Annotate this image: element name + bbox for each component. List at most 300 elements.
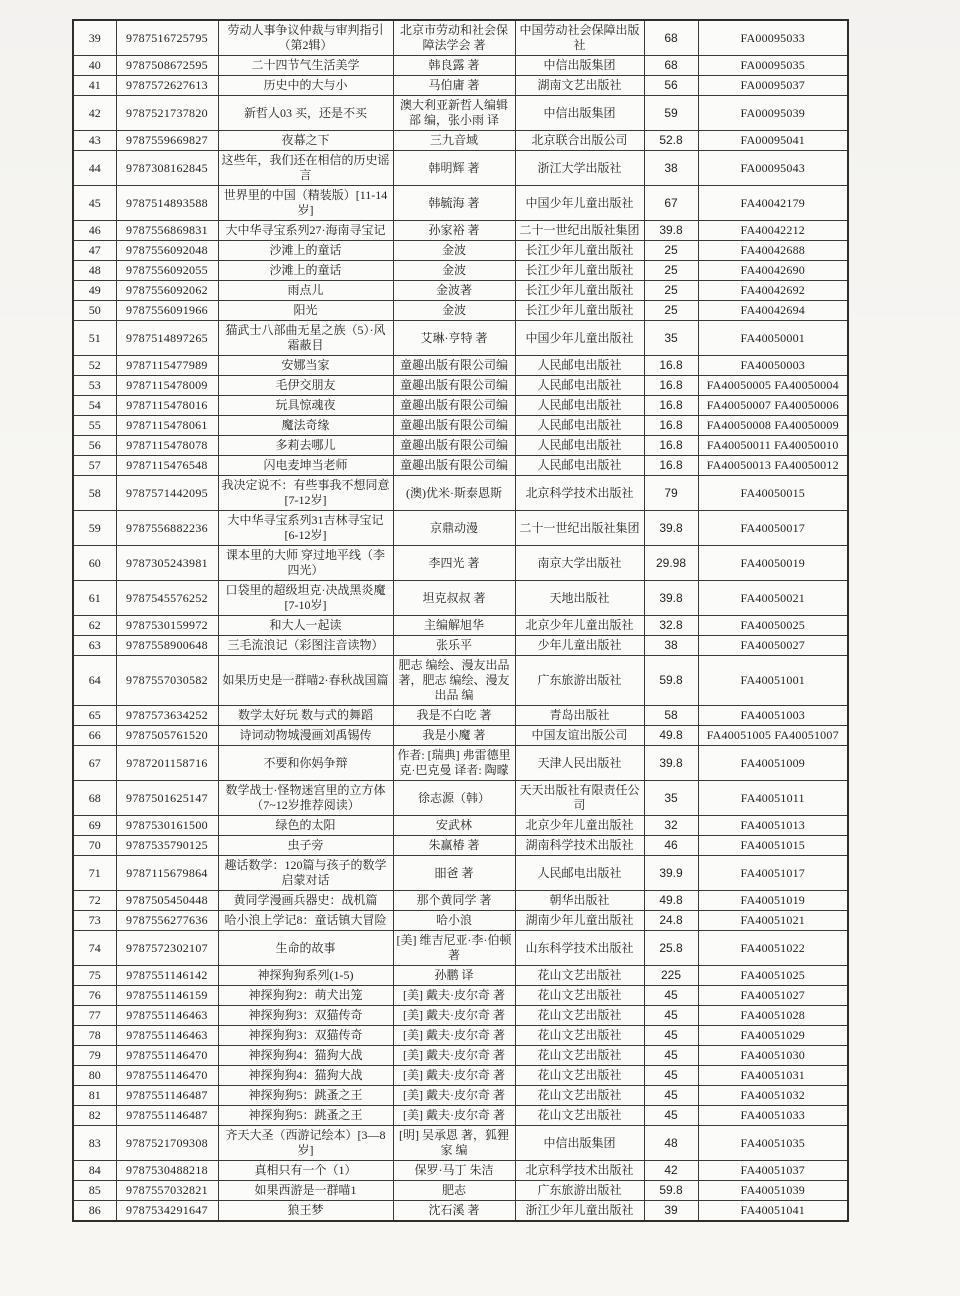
cell-title: 我决定说不：有些事我不想同意 [7-12岁] [218,476,393,511]
cell-publisher: 青岛出版社 [515,706,644,726]
cell-num: 67 [73,746,116,781]
cell-author: (澳)优米·斯泰恩斯 [393,476,515,511]
cell-publisher: 人民邮电出版社 [515,396,644,416]
cell-code: FA40042690 [698,261,848,281]
cell-code: FA40051021 [698,911,848,931]
cell-num: 70 [73,836,116,856]
cell-num: 57 [73,456,116,476]
cell-price: 59 [644,96,698,131]
table-row [73,931,848,966]
table-row [73,856,848,891]
table-row [73,281,848,301]
cell-price: 52.8 [644,131,698,151]
cell-publisher: 人民邮电出版社 [515,416,644,436]
cell-author: 沈石溪 著 [393,1201,515,1222]
cell-author: 肥志 编绘、漫友出品 著，肥志 编绘、漫友出品 编 [393,656,515,706]
cell-num: 78 [73,1026,116,1046]
cell-author: 我是不白吃 著 [393,706,515,726]
cell-num: 72 [73,891,116,911]
cell-num: 58 [73,476,116,511]
cell-num: 60 [73,546,116,581]
cell-price: 79 [644,476,698,511]
cell-title: 夜幕之下 [218,131,393,151]
cell-title: 沙滩上的童话 [218,241,393,261]
cell-code: FA00095043 [698,151,848,186]
cell-isbn: 9787573634252 [116,706,218,726]
table-row [73,616,848,636]
cell-code: FA40051028 [698,1006,848,1026]
cell-author: 金波 [393,301,515,321]
cell-code: FA40051039 [698,1181,848,1201]
cell-price: 45 [644,1066,698,1086]
cell-code: FA40051033 [698,1106,848,1126]
cell-code: FA40051032 [698,1086,848,1106]
cell-title: 这些年，我们还在相信的历史谣言 [218,151,393,186]
cell-isbn: 9787551146159 [116,986,218,1006]
cell-publisher: 长江少年儿童出版社 [515,281,644,301]
cell-title: 神探狗狗4：猫狗大战 [218,1066,393,1086]
cell-author: 金波 [393,261,515,281]
cell-code: FA40051027 [698,986,848,1006]
cell-publisher: 北京联合出版公司 [515,131,644,151]
cell-publisher: 天津人民出版社 [515,746,644,781]
cell-num: 71 [73,856,116,891]
cell-code: FA40042179 [698,186,848,221]
cell-code: FA40051035 [698,1126,848,1161]
cell-isbn: 9787115478016 [116,396,218,416]
cell-publisher: 中国少年儿童出版社 [515,321,644,356]
cell-num: 66 [73,726,116,746]
cell-title: 二十四节气生活美学 [218,56,393,76]
cell-num: 56 [73,436,116,456]
table-row [73,96,848,131]
cell-code: FA40051031 [698,1066,848,1086]
table-row [73,1181,848,1201]
cell-price: 35 [644,321,698,356]
cell-author: 那个黄同学 著 [393,891,515,911]
cell-isbn: 9787530488218 [116,1161,218,1181]
cell-author: 北京市劳动和社会保障法学会 著 [393,20,515,56]
table-row [73,836,848,856]
cell-code: FA40051005 FA40051007 [698,726,848,746]
cell-isbn: 9787308162845 [116,151,218,186]
cell-publisher: 中信出版集团 [515,96,644,131]
table-row [73,1201,848,1222]
cell-publisher: 北京少年儿童出版社 [515,616,644,636]
cell-code: FA40051001 [698,656,848,706]
cell-title: 绿色的太阳 [218,816,393,836]
cell-isbn: 9787530161500 [116,816,218,836]
cell-isbn: 9787556092055 [116,261,218,281]
cell-author: 徐志源（韩） [393,781,515,816]
cell-price: 25.8 [644,931,698,966]
table-row [73,396,848,416]
cell-title: 齐天大圣（西游记绘本）[3—8岁] [218,1126,393,1161]
cell-publisher: 浙江少年儿童出版社 [515,1201,644,1222]
cell-num: 41 [73,76,116,96]
cell-isbn: 9787557032821 [116,1181,218,1201]
table-row [73,746,848,781]
cell-author: 童趣出版有限公司编 [393,356,515,376]
cell-isbn: 9787505450448 [116,891,218,911]
cell-author: 韩明辉 著 [393,151,515,186]
table-row [73,706,848,726]
cell-title: 雨点儿 [218,281,393,301]
cell-price: 35 [644,781,698,816]
cell-code: FA40050003 [698,356,848,376]
cell-code: FA40051013 [698,816,848,836]
cell-code: FA40051025 [698,966,848,986]
cell-title: 课本里的大师 穿过地平线（李四光） [218,546,393,581]
cell-publisher: 天地出版社 [515,581,644,616]
cell-author: 哈小浪 [393,911,515,931]
table-row [73,221,848,241]
cell-title: 猫武士八部曲无星之族（5）·风霜蔽目 [218,321,393,356]
cell-publisher: 广东旅游出版社 [515,656,644,706]
table-row [73,1126,848,1161]
cell-num: 75 [73,966,116,986]
table-row [73,1026,848,1046]
cell-title: 诗词动物城漫画刘禹锡传 [218,726,393,746]
cell-num: 63 [73,636,116,656]
cell-author: 作者: [瑞典] 弗雷德里克·巴克曼 译者: 陶曚 [393,746,515,781]
cell-publisher: 北京少年儿童出版社 [515,816,644,836]
cell-title: 多莉去哪儿 [218,436,393,456]
cell-price: 39.8 [644,511,698,546]
table-row [73,376,848,396]
cell-code: FA40050015 [698,476,848,511]
cell-code: FA40050021 [698,581,848,616]
cell-price: 25 [644,301,698,321]
cell-author: 马伯庸 著 [393,76,515,96]
cell-price: 56 [644,76,698,96]
cell-author: 京鼎动漫 [393,511,515,546]
cell-publisher: 湖南文艺出版社 [515,76,644,96]
cell-isbn: 9787115478009 [116,376,218,396]
cell-code: FA40042692 [698,281,848,301]
cell-price: 45 [644,1106,698,1126]
cell-author: 李四光 著 [393,546,515,581]
table-row [73,816,848,836]
cell-isbn: 9787572627613 [116,76,218,96]
cell-title: 口袋里的超级坦克·决战黑炎魔 [7-10岁] [218,581,393,616]
table-row [73,1066,848,1086]
cell-price: 59.8 [644,1181,698,1201]
cell-price: 45 [644,1006,698,1026]
cell-num: 42 [73,96,116,131]
table-row [73,356,848,376]
cell-publisher: 二十一世纪出版社集团 [515,221,644,241]
cell-num: 77 [73,1006,116,1026]
cell-publisher: 广东旅游出版社 [515,1181,644,1201]
cell-code: FA40050008 FA40050009 [698,416,848,436]
cell-title: 劳动人事争议仲裁与审判指引（第2辑） [218,20,393,56]
cell-num: 76 [73,986,116,1006]
cell-isbn: 9787551146470 [116,1066,218,1086]
cell-code: FA40050011 FA40050010 [698,436,848,456]
cell-code: FA40050027 [698,636,848,656]
table-row [73,966,848,986]
cell-title: 魔法奇缘 [218,416,393,436]
cell-title: 历史中的大与小 [218,76,393,96]
cell-code: FA40051022 [698,931,848,966]
cell-code: FA40042694 [698,301,848,321]
cell-isbn: 9787556091966 [116,301,218,321]
cell-author: [美] 戴夫·皮尔奇 著 [393,1086,515,1106]
cell-publisher: 花山文艺出版社 [515,1086,644,1106]
cell-author: 童趣出版有限公司编 [393,376,515,396]
cell-author: [明] 吴承恩 著，狐狸家 编 [393,1126,515,1161]
cell-author: [美] 戴夫·皮尔奇 著 [393,1066,515,1086]
table-row [73,986,848,1006]
cell-code: FA40051029 [698,1026,848,1046]
cell-num: 49 [73,281,116,301]
cell-isbn: 9787115679864 [116,856,218,891]
book-list-table [72,19,849,1222]
cell-title: 安娜当家 [218,356,393,376]
table-row [73,131,848,151]
cell-author: 金波著 [393,281,515,301]
cell-title: 狼王梦 [218,1201,393,1222]
cell-author: 保罗·马丁 朱洁 [393,1161,515,1181]
cell-isbn: 9787551146463 [116,1006,218,1026]
cell-author: 朱赢椿 著 [393,836,515,856]
cell-title: 毛伊交朋友 [218,376,393,396]
cell-code: FA40051011 [698,781,848,816]
cell-price: 39.8 [644,581,698,616]
cell-num: 48 [73,261,116,281]
cell-price: 16.8 [644,456,698,476]
cell-code: FA40050025 [698,616,848,636]
cell-title: 真相只有一个（1） [218,1161,393,1181]
cell-author: 我是小魔 著 [393,726,515,746]
cell-publisher: 中国少年儿童出版社 [515,186,644,221]
cell-isbn: 9787551146470 [116,1046,218,1066]
cell-author: 韩毓海 著 [393,186,515,221]
table-row [73,151,848,186]
table-row [73,416,848,436]
cell-author: 澳大利亚新哲人编辑部 编，张小雨 译 [393,96,515,131]
table-row [73,911,848,931]
cell-author: 肥志 [393,1181,515,1201]
cell-price: 45 [644,1046,698,1066]
cell-publisher: 花山文艺出版社 [515,1006,644,1026]
cell-price: 32.8 [644,616,698,636]
cell-isbn: 9787505761520 [116,726,218,746]
cell-price: 38 [644,636,698,656]
table-row [73,436,848,456]
cell-code: FA40050007 FA40050006 [698,396,848,416]
cell-num: 44 [73,151,116,186]
cell-author: 童趣出版有限公司编 [393,416,515,436]
cell-isbn: 9787556092048 [116,241,218,261]
cell-price: 25 [644,281,698,301]
cell-author: 韩良露 著 [393,56,515,76]
cell-price: 59.8 [644,656,698,706]
cell-isbn: 9787521737820 [116,96,218,131]
cell-publisher: 山东科学技术出版社 [515,931,644,966]
table-row [73,20,848,56]
cell-num: 83 [73,1126,116,1161]
cell-isbn: 9787501625147 [116,781,218,816]
cell-price: 16.8 [644,396,698,416]
table-row [73,581,848,616]
cell-code: FA40051009 [698,746,848,781]
cell-num: 40 [73,56,116,76]
cell-title: 神探狗狗4：猫狗大战 [218,1046,393,1066]
cell-author: 艾琳·亨特 著 [393,321,515,356]
cell-publisher: 少年儿童出版社 [515,636,644,656]
cell-publisher: 天天出版社有限责任公司 [515,781,644,816]
cell-code: FA40042212 [698,221,848,241]
cell-isbn: 9787530159972 [116,616,218,636]
cell-title: 玩具惊魂夜 [218,396,393,416]
cell-author: [美] 戴夫·皮尔奇 著 [393,1026,515,1046]
cell-isbn: 9787556882236 [116,511,218,546]
cell-title: 生命的故事 [218,931,393,966]
cell-price: 16.8 [644,416,698,436]
cell-price: 32 [644,816,698,836]
cell-author: 主编解旭华 [393,616,515,636]
table-row [73,56,848,76]
cell-code: FA40051030 [698,1046,848,1066]
cell-isbn: 9787551146487 [116,1106,218,1126]
cell-publisher: 湖南科学技术出版社 [515,836,644,856]
cell-price: 67 [644,186,698,221]
cell-title: 哈小浪上学记8：童话镇大冒险 [218,911,393,931]
cell-num: 82 [73,1106,116,1126]
cell-price: 49.8 [644,726,698,746]
cell-publisher: 长江少年儿童出版社 [515,301,644,321]
cell-isbn: 9787545576252 [116,581,218,616]
cell-code: FA40050013 FA40050012 [698,456,848,476]
cell-code: FA40051015 [698,836,848,856]
table-row [73,456,848,476]
cell-code: FA00095039 [698,96,848,131]
cell-author: 金波 [393,241,515,261]
cell-publisher: 人民邮电出版社 [515,356,644,376]
cell-num: 53 [73,376,116,396]
cell-title: 神探狗狗5：跳蚤之王 [218,1086,393,1106]
cell-author: 童趣出版有限公司编 [393,396,515,416]
cell-publisher: 花山文艺出版社 [515,986,644,1006]
cell-publisher: 人民邮电出版社 [515,856,644,891]
table-row [73,476,848,511]
cell-author: 张乐平 [393,636,515,656]
cell-price: 48 [644,1126,698,1161]
cell-publisher: 浙江大学出版社 [515,151,644,186]
cell-price: 49.8 [644,891,698,911]
cell-isbn: 9787305243981 [116,546,218,581]
cell-author: 孙鹏 译 [393,966,515,986]
cell-title: 闪电麦坤当老师 [218,456,393,476]
cell-isbn: 9787521709308 [116,1126,218,1161]
cell-price: 16.8 [644,356,698,376]
cell-code: FA40050001 [698,321,848,356]
cell-price: 39 [644,1201,698,1222]
cell-title: 不要和你妈争辩 [218,746,393,781]
cell-author: [美] 维吉尼亚·李·伯顿 著 [393,931,515,966]
cell-num: 85 [73,1181,116,1201]
cell-isbn: 9787115476548 [116,456,218,476]
cell-num: 55 [73,416,116,436]
cell-isbn: 9787551146142 [116,966,218,986]
cell-price: 225 [644,966,698,986]
table-row [73,301,848,321]
cell-title: 神探狗狗系列(1-5) [218,966,393,986]
cell-price: 25 [644,241,698,261]
cell-isbn: 9787558900648 [116,636,218,656]
cell-num: 46 [73,221,116,241]
cell-isbn: 9787514897265 [116,321,218,356]
cell-publisher: 长江少年儿童出版社 [515,241,644,261]
cell-num: 61 [73,581,116,616]
cell-code: FA00095033 [698,20,848,56]
cell-price: 42 [644,1161,698,1181]
cell-publisher: 南京大学出版社 [515,546,644,581]
cell-num: 52 [73,356,116,376]
cell-title: 新哲人03 买，还是不买 [218,96,393,131]
table-row [73,76,848,96]
cell-isbn: 9787516725795 [116,20,218,56]
cell-publisher: 花山文艺出版社 [515,1046,644,1066]
table-row [73,1106,848,1126]
cell-num: 51 [73,321,116,356]
cell-author: 昍爸 著 [393,856,515,891]
table-row [73,636,848,656]
cell-author: [美] 戴夫·皮尔奇 著 [393,1106,515,1126]
table-row [73,1086,848,1106]
cell-publisher: 二十一世纪出版社集团 [515,511,644,546]
cell-title: 和大人一起读 [218,616,393,636]
cell-num: 62 [73,616,116,636]
cell-price: 45 [644,986,698,1006]
cell-publisher: 中信出版集团 [515,1126,644,1161]
cell-price: 45 [644,1026,698,1046]
cell-isbn: 9787115478061 [116,416,218,436]
cell-isbn: 9787115478078 [116,436,218,456]
cell-title: 神探狗狗3：双猫传奇 [218,1006,393,1026]
cell-code: FA40042688 [698,241,848,261]
cell-num: 47 [73,241,116,261]
cell-price: 16.8 [644,376,698,396]
cell-title: 如果历史是一群喵2·春秋战国篇 [218,656,393,706]
cell-title: 三毛流浪记（彩图注音读物） [218,636,393,656]
cell-author: 安武林 [393,816,515,836]
cell-publisher: 湖南少年儿童出版社 [515,911,644,931]
cell-num: 54 [73,396,116,416]
cell-publisher: 人民邮电出版社 [515,376,644,396]
cell-publisher: 人民邮电出版社 [515,436,644,456]
cell-title: 黄同学漫画兵器史：战机篇 [218,891,393,911]
cell-isbn: 9787556869831 [116,221,218,241]
cell-code: FA40051003 [698,706,848,726]
cell-code: FA40051037 [698,1161,848,1181]
cell-num: 84 [73,1161,116,1181]
cell-title: 世界里的中国（精装版）[11-14岁] [218,186,393,221]
cell-num: 43 [73,131,116,151]
cell-isbn: 9787551146463 [116,1026,218,1046]
cell-publisher: 人民邮电出版社 [515,456,644,476]
cell-title: 沙滩上的童话 [218,261,393,281]
cell-author: 童趣出版有限公司编 [393,436,515,456]
cell-title: 阳光 [218,301,393,321]
cell-publisher: 花山文艺出版社 [515,1066,644,1086]
table-row [73,656,848,706]
cell-num: 64 [73,656,116,706]
cell-publisher: 中信出版集团 [515,56,644,76]
cell-num: 69 [73,816,116,836]
